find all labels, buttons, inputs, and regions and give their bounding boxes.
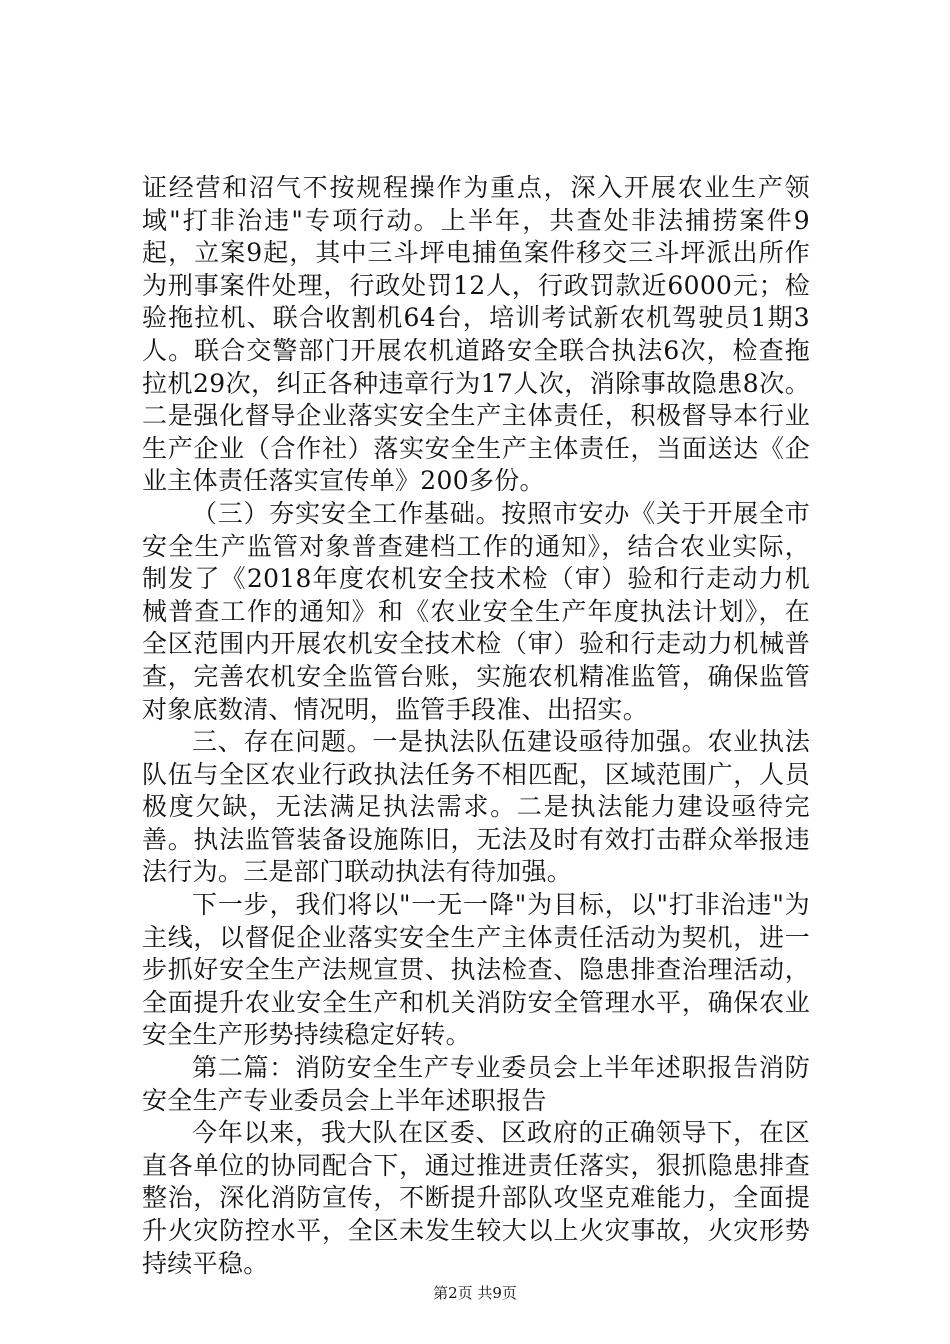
paragraph-continuation: 证经营和沼气不按规程操作为重点，深入开展农业生产领域"打非治违"专项行动。上半年，共查处非法捕捞案件9起，立案9起，其中三斗坪电捕鱼案件移交三斗坪派出所作为刑事案件处理，行政处罚12人，行政罚款近6000元；检验拖拉机、联合收割机64台，培训考试新农机驾驶员1期3人。联合交警部门开展农机道路安全联合执法6次，检查拖拉机29次，纠正各种违章行为17人次，消除事故隐患8次。二是强化督导企业落实安全生产主体责任，积极督导本行业生产企业（合作社）落实安全生产主体责任，当面送达《企业主体责任落实宣传单》200多份。 [142,173,810,496]
paragraph-second-article-intro: 今年以来，我大队在区委、区政府的正确领导下，在区直各单位的协同配合下，通过推进责任落实，狠抓隐患排查整治，深化消防宣传，不断提升部队攻坚克难能力，全面提升火灾防控水平，全区未发生较大以上火灾事故，火灾形势持续平稳。 [142,1118,810,1278]
paragraph-second-article-title: 第二篇：消防安全生产专业委员会上半年述职报告消防安全生产专业委员会上半年述职报告 [142,1053,810,1115]
document-body [142,172,810,1280]
paragraph-existing-problems: 三、存在问题。一是执法队伍建设亟待加强。农业执法队伍与全区农业行政执法任务不相匹配，区域范围广，人员极度欠缺，无法满足执法需求。二是执法能力建设亟待完善。执法监管装备设施陈旧，无法及时有效打击群众举报违法行为。三是部门联动执法有待加强。 [142,727,810,887]
paragraph-next-steps: 下一步，我们将以"一无一降"为目标，以"打非治违"为主线，以督促企业落实安全生产主体责任活动为契机，进一步抓好安全生产法规宣贯、执法检查、隐患排查治理活动，全面提升农业安全生产和机关消防安全管理水平，确保农业安全生产形势持续稳定好转。 [142,890,810,1050]
page-number-footer: 第2页 共9页 [433,1284,517,1302]
paragraph-section-three-foundation: （三）夯实安全工作基础。按照市安办《关于开展全市安全生产监管对象普查建档工作的通知》，结合农业实际，制发了《2018年度农机安全技术检（审）验和行走动力机械普查工作的通知》和《农业安全生产年度执法计划》，在全区范围内开展农机安全技术检（审）验和行走动力机械普查，完善农机安全监管台账，实施农机精准监管，确保监管对象底数清、情况明，监管手段准、出招实。 [142,498,810,724]
